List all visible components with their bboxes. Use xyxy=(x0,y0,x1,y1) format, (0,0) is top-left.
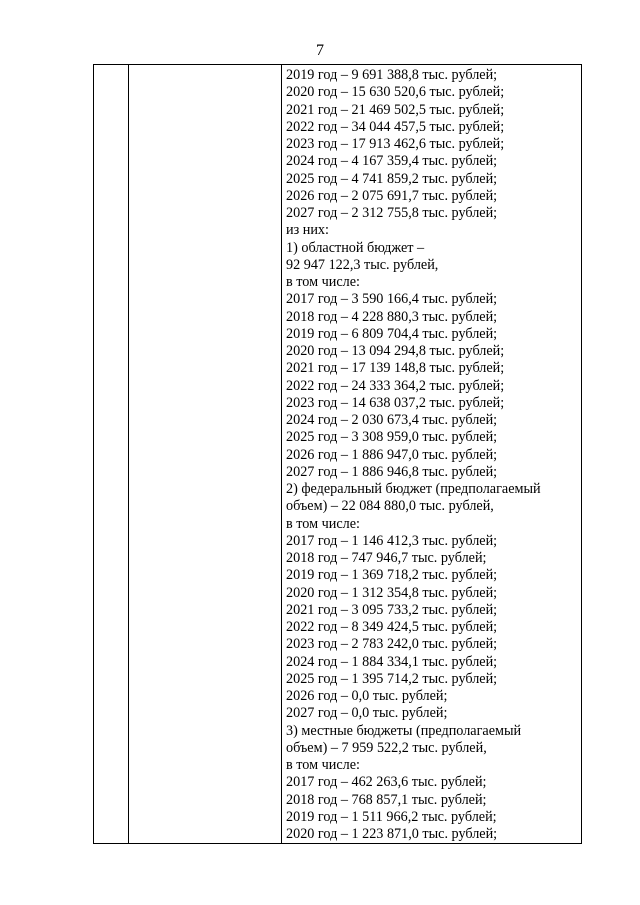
funding-line: 2024 год – 4 167 359,4 тыс. рублей; xyxy=(286,153,498,170)
funding-line: в том числе: xyxy=(286,515,360,532)
funding-line: 2020 год – 1 223 871,0 тыс. рублей; xyxy=(286,826,498,842)
funding-line: 2024 год – 1 884 334,1 тыс. рублей; xyxy=(286,653,498,670)
funding-line: 2019 год – 1 511 966,2 тыс. рублей; xyxy=(286,808,497,825)
funding-line: 2024 год – 2 030 673,4 тыс. рублей; xyxy=(286,412,498,428)
table-column-divider-1 xyxy=(128,65,129,843)
funding-line: 92 947 122,3 тыс. рублей, xyxy=(286,256,439,273)
funding-line: 2025 год – 1 395 714,2 тыс. рублей; xyxy=(286,670,498,687)
table-column-divider-2 xyxy=(281,65,282,843)
funding-line: из них: xyxy=(286,222,329,239)
funding-line: 2018 год – 747 946,7 тыс. рублей; xyxy=(286,550,487,566)
funding-line: 2021 год – 21 469 502,5 тыс. рублей; xyxy=(286,101,505,118)
page-number: 7 xyxy=(316,42,324,59)
funding-line: 2027 год – 0,0 тыс. рублей; xyxy=(286,705,448,722)
funding-line: 3) местные бюджеты (предполагаемый xyxy=(286,722,522,739)
funding-line: 2019 год – 6 809 704,4 тыс. рублей; xyxy=(286,325,498,342)
funding-line: 2017 год – 462 263,6 тыс. рублей; xyxy=(286,774,487,791)
funding-line: объем) – 22 084 880,0 тыс. рублей, xyxy=(286,498,494,515)
funding-line: 2020 год – 13 094 294,8 тыс. рублей; xyxy=(286,343,505,359)
funding-line: 2) федеральный бюджет (предполагаемый xyxy=(286,481,541,497)
funding-line: в том числе: xyxy=(286,274,360,290)
funding-line: 2022 год – 34 044 457,5 тыс. рублей; xyxy=(286,118,505,135)
funding-line: 2021 год – 3 095 733,2 тыс. рублей; xyxy=(286,601,498,618)
funding-line: объем) – 7 959 522,2 тыс. рублей, xyxy=(286,739,487,756)
funding-line: 2023 год – 17 913 462,6 тыс. рублей; xyxy=(286,136,505,152)
funding-line: 2017 год – 1 146 412,3 тыс. рублей; xyxy=(286,532,498,549)
funding-line: в том числе: xyxy=(286,757,360,773)
funding-line: 1) областной бюджет – xyxy=(286,239,425,256)
funding-line: 2020 год – 1 312 354,8 тыс. рублей; xyxy=(286,584,498,601)
funding-text-cell xyxy=(286,67,578,843)
funding-line: 2022 год – 8 349 424,5 тыс. рублей; xyxy=(286,619,498,635)
funding-line: 2019 год – 1 369 718,2 тыс. рублей; xyxy=(286,567,498,584)
funding-line: 2025 год – 3 308 959,0 тыс. рублей; xyxy=(286,429,498,446)
funding-line: 2017 год – 3 590 166,4 тыс. рублей; xyxy=(286,291,498,308)
funding-table xyxy=(93,64,582,844)
funding-line: 2018 год – 4 228 880,3 тыс. рублей; xyxy=(286,308,498,325)
funding-line: 2026 год – 2 075 691,7 тыс. рублей; xyxy=(286,187,498,204)
funding-line: 2027 год – 1 886 946,8 тыс. рублей; xyxy=(286,463,498,480)
funding-line: 2022 год – 24 333 364,2 тыс. рублей; xyxy=(286,377,505,394)
funding-line: 2025 год – 4 741 859,2 тыс. рублей; xyxy=(286,170,498,187)
funding-line: 2026 год – 1 886 947,0 тыс. рублей; xyxy=(286,446,498,463)
funding-line: 2023 год – 14 638 037,2 тыс. рублей; xyxy=(286,394,505,411)
funding-line: 2020 год – 15 630 520,6 тыс. рублей; xyxy=(286,84,505,101)
funding-line: 2027 год – 2 312 755,8 тыс. рублей; xyxy=(286,205,498,221)
funding-line: 2019 год – 9 691 388,8 тыс. рублей; xyxy=(286,67,498,83)
funding-line: 2018 год – 768 857,1 тыс. рублей; xyxy=(286,791,487,808)
funding-line: 2026 год – 0,0 тыс. рублей; xyxy=(286,688,448,704)
funding-line: 2021 год – 17 139 148,8 тыс. рублей; xyxy=(286,360,505,377)
funding-line: 2023 год – 2 783 242,0 тыс. рублей; xyxy=(286,636,498,653)
